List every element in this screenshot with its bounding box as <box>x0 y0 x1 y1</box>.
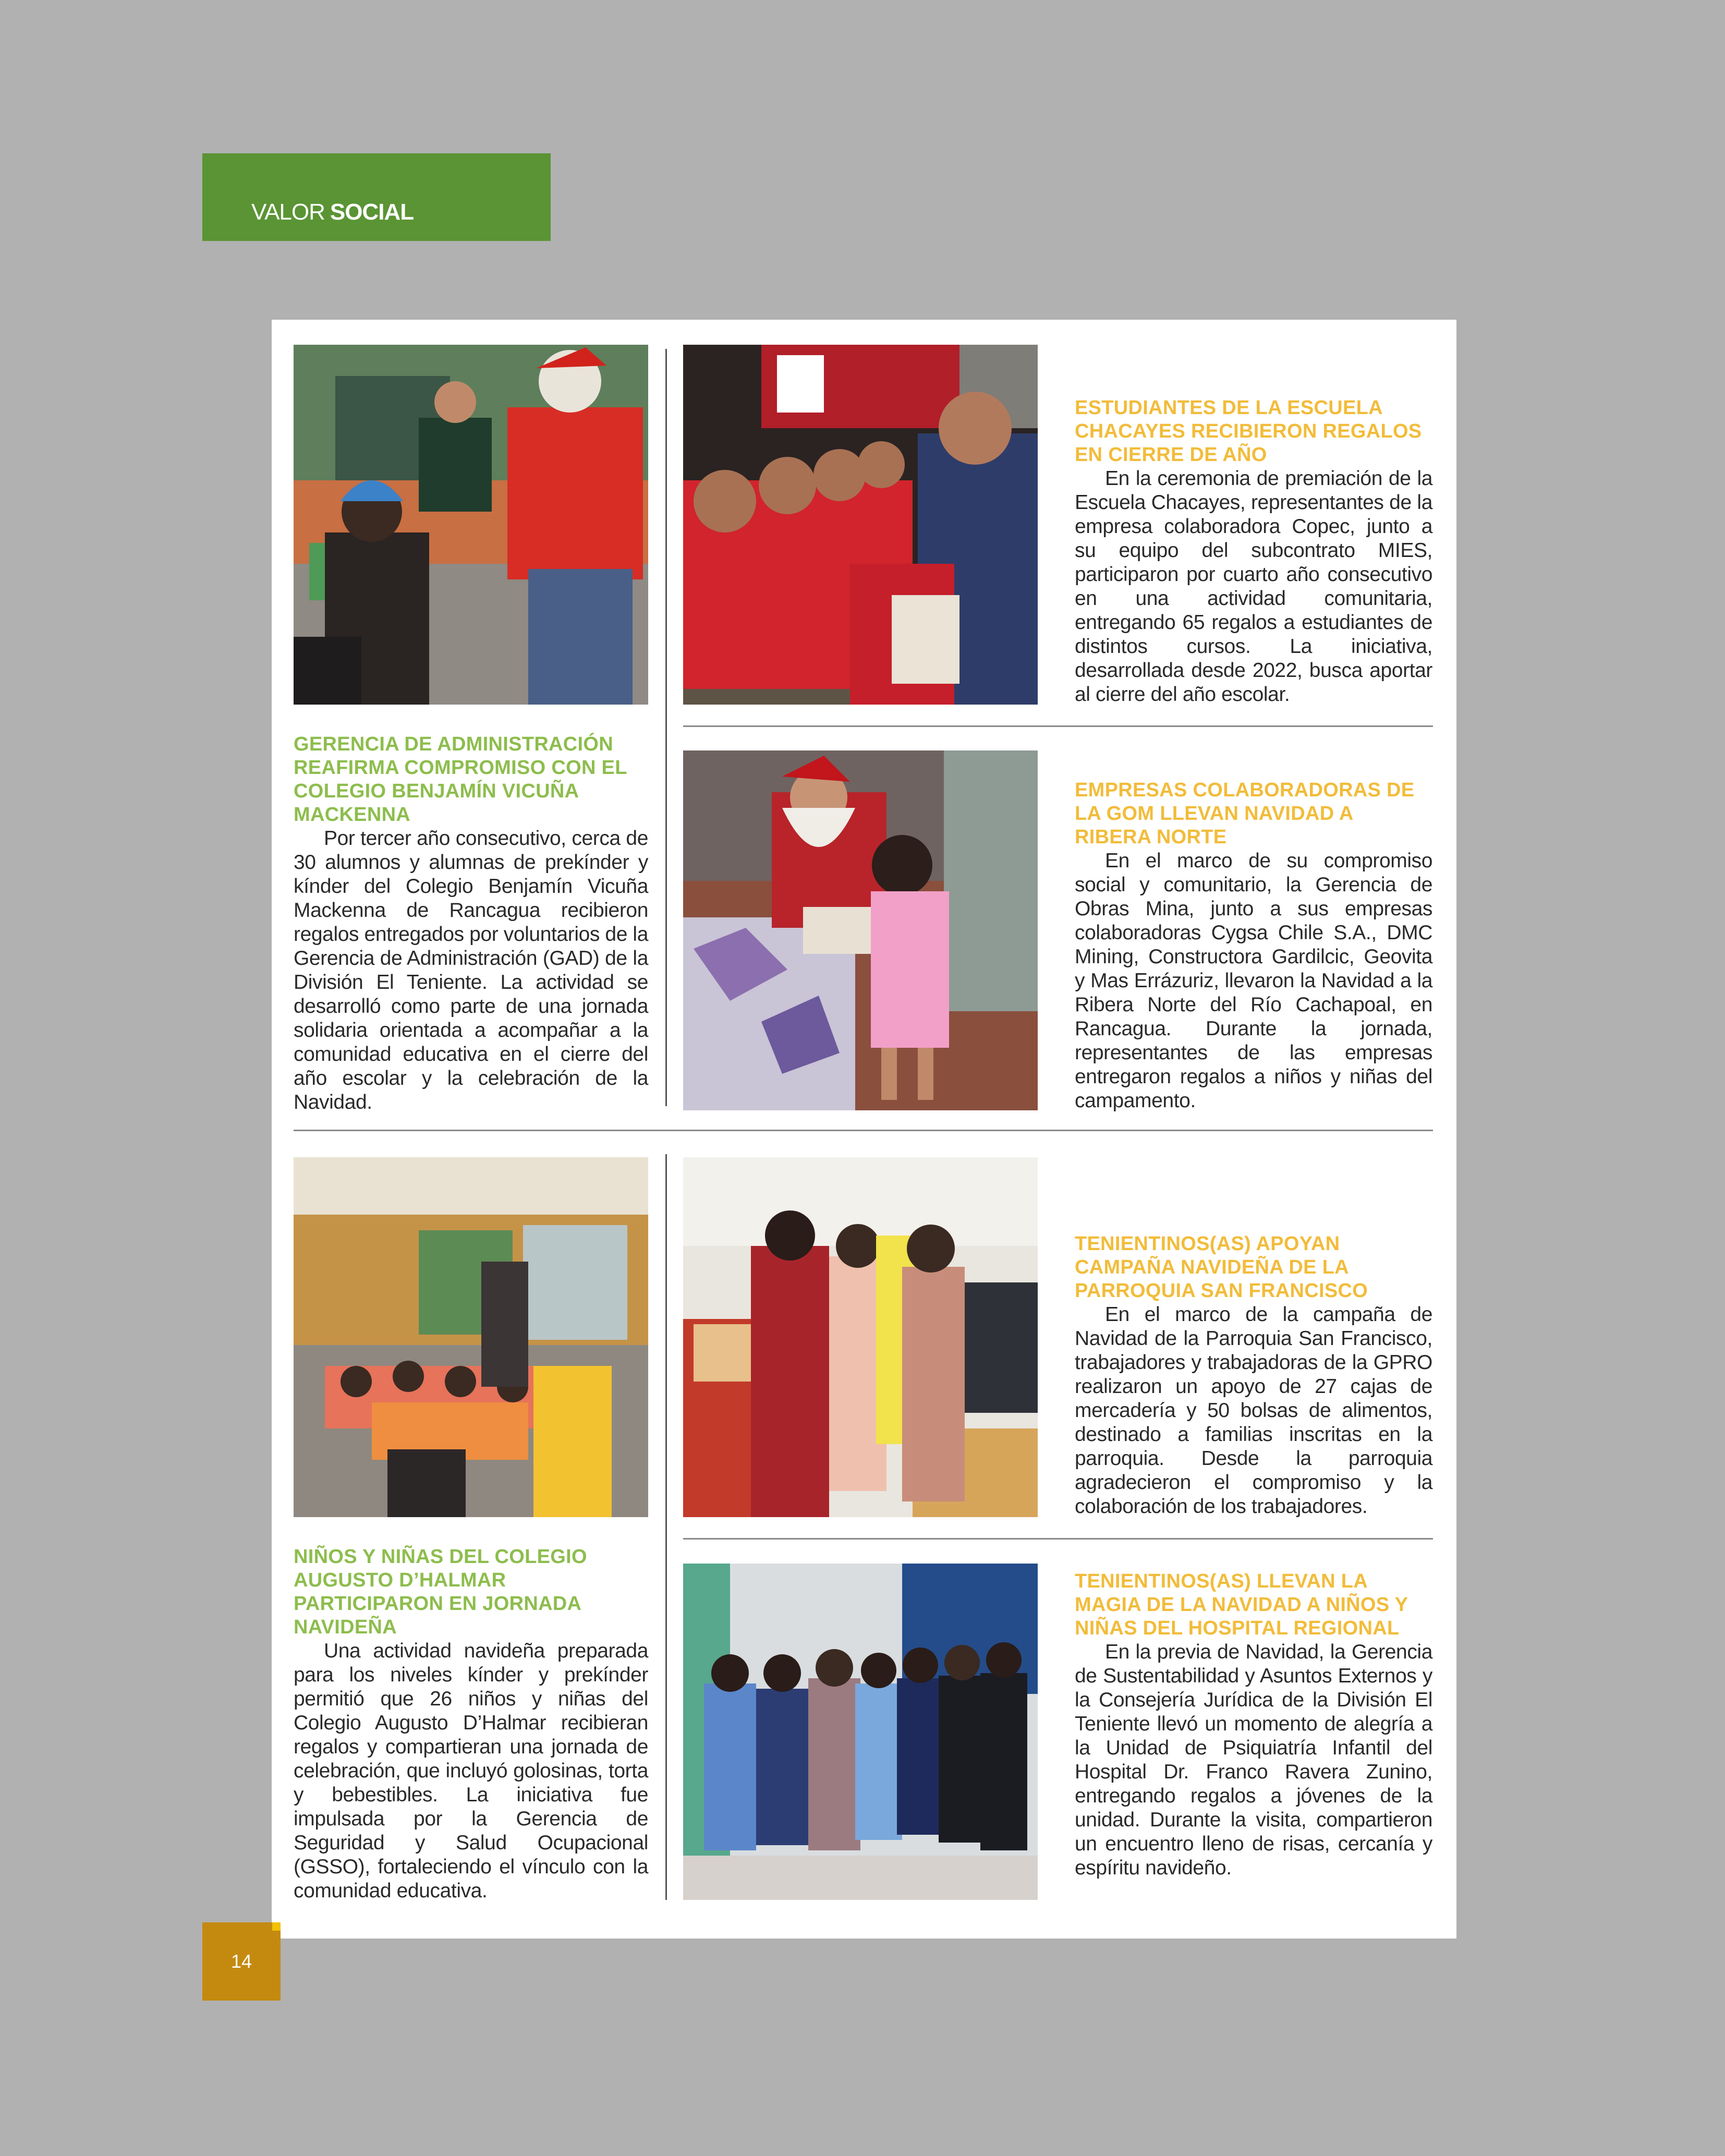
photo-parroquia-volunteers <box>683 1157 1038 1517</box>
body-gad: Por tercer año consecutivo, cerca de 30 alumnos y alumnas de prekínder y kínder del Colegio Benjamín Vicuña Mackenna de Rancagua recibieron regalos entregados por voluntarios de la Gerencia de Administración (GAD) de la División El Teniente. La actividad se desarrolló como parte de una jornada solidaria orientada a acompañar a la comunidad educativa en el cierre del año escolar y la celebración de la Navidad. <box>294 827 648 1113</box>
photo-dhalmar-classroom <box>294 1157 648 1517</box>
article-hospital <box>1075 1570 1432 1880</box>
article-parroquia <box>1075 1232 1432 1519</box>
photo-chacayes-students <box>683 345 1038 705</box>
article-chacayes <box>1075 396 1432 707</box>
body-hospital: En la previa de Navidad, la Gerencia de Sustentabilidad y Asuntos Externos y la Consejería Jurídica de la División El Teniente llevó un momento de alegría a la Unidad de Psiquiatría Infantil del Hospital Dr. Franco Ravera Zunino, entregando regalos a jóvenes de la unidad. Durante la visita, compartieron un encuentro lleno de risas, cercanía y espíritu navideño. <box>1075 1641 1432 1879</box>
photo-gom-santa <box>683 750 1038 1110</box>
article-gom <box>1075 779 1432 1113</box>
headline-dhalmar: NIÑOS Y NIÑAS DEL COLEGIO AUGUSTO D’HALMAR PARTICIPARON EN JORNADA NAVIDEÑA <box>294 1546 587 1638</box>
body-dhalmar: Una actividad navideña preparada para los niveles kínder y prekínder permitió que 26 niños y niñas del Colegio Augusto D’Halmar recibieran regalos y compartieran una jornada de celebración, que incluyó golosinas, torta y bebestibles. La iniciativa fue impulsada por la Gerencia de Seguridad y Salud Ocupacional (GSSO), fortaleciendo el vínculo con la comunidad educativa. <box>294 1640 648 1902</box>
headline-gad: GERENCIA DE ADMINISTRACIÓN REAFIRMA COMPROMISO CON EL COLEGIO BENJAMÍN VICUÑA MACKENNA <box>294 733 627 826</box>
body-chacayes: En la ceremonia de premiación de la Escuela Chacayes, representantes de la empresa colaboradora Copec, junto a su equipo del subcontrato MIES, participaron por cuarto año consecutivo en una actividad comunitaria, entregando 65 regalos a estudiantes de distintos cursos. La iniciativa, desarrollada desde 2022, busca aportar al cierre del año escolar. <box>1075 467 1432 706</box>
body-parroquia: En el marco de la campaña de Navidad de la Parroquia San Francisco, trabajadores y trabajadoras de la GPRO realizaron un apoyo de 27 cajas de mercadería y 50 bolsas de alimentos, destinado a familias inscritas en la parroquia. Desde la parroquia agradecieron el compromiso y la colaboración de los trabajadores. <box>1075 1303 1432 1518</box>
headline-chacayes: ESTUDIANTES DE LA ESCUELA CHACAYES RECIBIERON REGALOS EN CIERRE DE AÑO <box>1075 397 1422 466</box>
photo-hospital-staff <box>683 1564 1038 1900</box>
photo-gad-santa <box>294 345 648 705</box>
section-label-light: VALOR <box>251 199 325 225</box>
divider-middle <box>294 1130 1433 1131</box>
article-gad <box>294 733 648 1115</box>
column-divider-bottom <box>665 1154 667 1900</box>
headline-hospital: TENIENTINOS(AS) LLEVAN LA MAGIA DE LA NAVIDAD A NIÑOS Y NIÑAS DEL HOSPITAL REGIONAL <box>1075 1570 1408 1639</box>
column-divider-top <box>665 349 667 1106</box>
headline-parroquia: TENIENTINOS(AS) APOYAN CAMPAÑA NAVIDEÑA DE LA PARROQUIA SAN FRANCISCO <box>1075 1233 1368 1302</box>
section-label-bold: SOCIAL <box>330 199 414 225</box>
article-sheet <box>272 320 1456 1939</box>
divider-bottom-right <box>683 1538 1433 1540</box>
headline-gom: EMPRESAS COLABORADORAS DE LA GOM LLEVAN NAVIDAD A RIBERA NORTE <box>1075 779 1415 848</box>
section-tab <box>202 153 551 241</box>
article-dhalmar <box>294 1545 648 1903</box>
page-number: 14 <box>202 1922 281 2001</box>
divider-top-right <box>683 725 1433 727</box>
body-gom: En el marco de su compromiso social y comunitario, la Gerencia de Obras Mina, junto a sus empresas colaboradoras Cygsa Chile S.A., DMC Mining, Constructora Gardilcic, Geovita y Mas Errázuriz, llevaron la Navidad a la Ribera Norte del Río Cachapoal, en Rancagua. Durante la jornada, representantes de las empresas entregaron regalos a niños y niñas del campamento. <box>1075 850 1432 1112</box>
